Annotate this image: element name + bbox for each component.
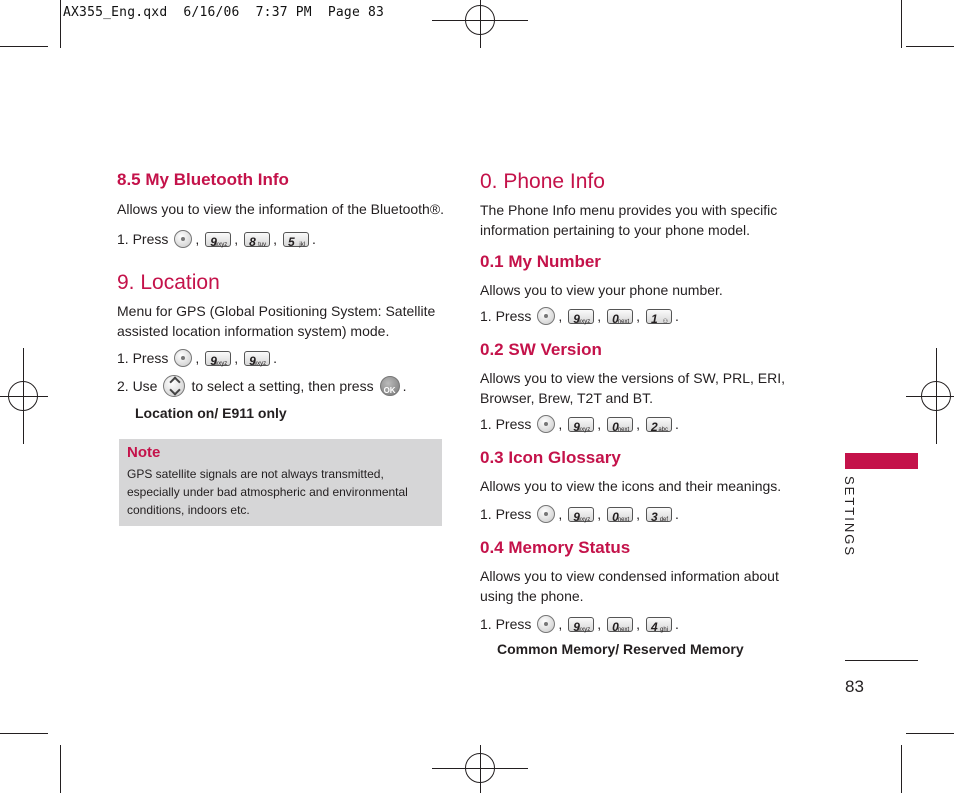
note-title: Note	[127, 444, 161, 461]
key-9-icon: 9 wxyz	[568, 617, 594, 632]
key-9-icon: 9 wxyz	[205, 351, 231, 366]
section-description: Allows you to view condensed information about using the phone.	[480, 568, 779, 604]
key-9-icon: 9 wxyz	[568, 309, 594, 324]
menu-key-icon	[537, 615, 555, 633]
section-description: Allows you to view your phone number.	[480, 282, 723, 298]
printer-slug: AX355_Eng.qxd 6/16/06 7:37 PM Page 83	[63, 5, 385, 20]
section-heading: 0.4 Memory Status	[480, 538, 631, 557]
key-9-icon: 9 wxyz	[205, 232, 231, 247]
section-heading: 0.3 Icon Glossary	[480, 448, 621, 467]
crop-mark	[60, 745, 61, 793]
step-line: 1. Press , 9 wxyz , 0 next , 2 abc .	[480, 416, 679, 434]
step-line: 1. Press , 9 wxyz , 0 next , 1 ⚇ .	[480, 308, 679, 326]
key-9-icon: 9 wxyz	[568, 507, 594, 522]
note-text: GPS satellite signals are not always transmitted, especially under bad atmospheric and environmental conditions, indoors etc.	[127, 467, 408, 517]
key-2-icon: 2 abc	[646, 417, 672, 432]
menu-key-icon	[537, 505, 555, 523]
menu-key-icon	[174, 349, 192, 367]
section-description: The Phone Info menu provides you with specific information pertaining to your phone model.	[480, 202, 778, 238]
option-list: Location on/ E911 only	[135, 405, 287, 421]
page-number: 83	[845, 677, 864, 696]
key-0-icon: 0 next	[607, 309, 633, 324]
registration-circle	[465, 5, 495, 35]
note-box	[119, 439, 442, 526]
ok-key-icon: OK	[380, 376, 400, 396]
menu-key-icon	[537, 415, 555, 433]
crop-mark	[906, 46, 954, 47]
section-description: Allows you to view the versions of SW, PRL, ERI, Browser, Brew, T2T and BT.	[480, 370, 786, 406]
section-description: Menu for GPS (Global Positioning System: Satellite assisted location information system) mode.	[117, 303, 436, 339]
step-line: 1. Press , 9 wxyz , 0 next , 4 ghi .	[480, 616, 679, 634]
section-heading: 8.5 My Bluetooth Info	[117, 170, 289, 189]
key-1-icon: 1 ⚇	[646, 309, 672, 324]
chapter-heading: 9. Location	[117, 271, 220, 294]
registration-circle	[465, 753, 495, 783]
option-list: Common Memory/ Reserved Memory	[497, 641, 744, 657]
crop-mark	[901, 0, 902, 48]
key-5-icon: 5 jkl	[283, 232, 309, 247]
menu-key-icon	[174, 230, 192, 248]
crop-mark	[0, 46, 48, 47]
step-line: 1. Press , 9 wxyz , 8 tuv , 5 jkl .	[117, 231, 316, 249]
section-heading: 0.1 My Number	[480, 252, 601, 271]
page-number-rule	[845, 660, 918, 661]
crop-mark	[60, 0, 61, 48]
menu-key-icon	[537, 307, 555, 325]
key-0-icon: 0 next	[607, 617, 633, 632]
step-line: 1. Press , 9 wxyz , 9 wxyz .	[117, 350, 278, 368]
key-9-icon: 9 wxyz	[568, 417, 594, 432]
right-column	[480, 170, 790, 657]
section-description: Allows you to view the icons and their meanings.	[480, 478, 782, 494]
key-0-icon: 0 next	[607, 507, 633, 522]
key-3-icon: 3 def	[646, 507, 672, 522]
section-heading: 0.2 SW Version	[480, 340, 602, 359]
section-tab	[845, 453, 918, 469]
key-8-icon: 8 tuv	[244, 232, 270, 247]
registration-circle	[8, 381, 38, 411]
key-4-icon: 4 ghi	[646, 617, 672, 632]
crop-mark	[0, 733, 48, 734]
crop-mark	[906, 733, 954, 734]
crop-mark	[901, 745, 902, 793]
key-0-icon: 0 next	[607, 417, 633, 432]
registration-circle	[921, 381, 951, 411]
section-tab-label: SETTINGS	[842, 476, 857, 558]
navigation-key-icon	[163, 375, 185, 397]
left-column	[117, 170, 447, 421]
chapter-heading: 0. Phone Info	[480, 170, 605, 193]
key-9-icon: 9 wxyz	[244, 351, 270, 366]
step-line: 1. Press , 9 wxyz , 0 next , 3 def .	[480, 506, 679, 524]
step-line: 2. Use to select a setting, then press OK .	[117, 375, 447, 397]
section-description: Allows you to view the information of the Bluetooth®.	[117, 201, 445, 217]
